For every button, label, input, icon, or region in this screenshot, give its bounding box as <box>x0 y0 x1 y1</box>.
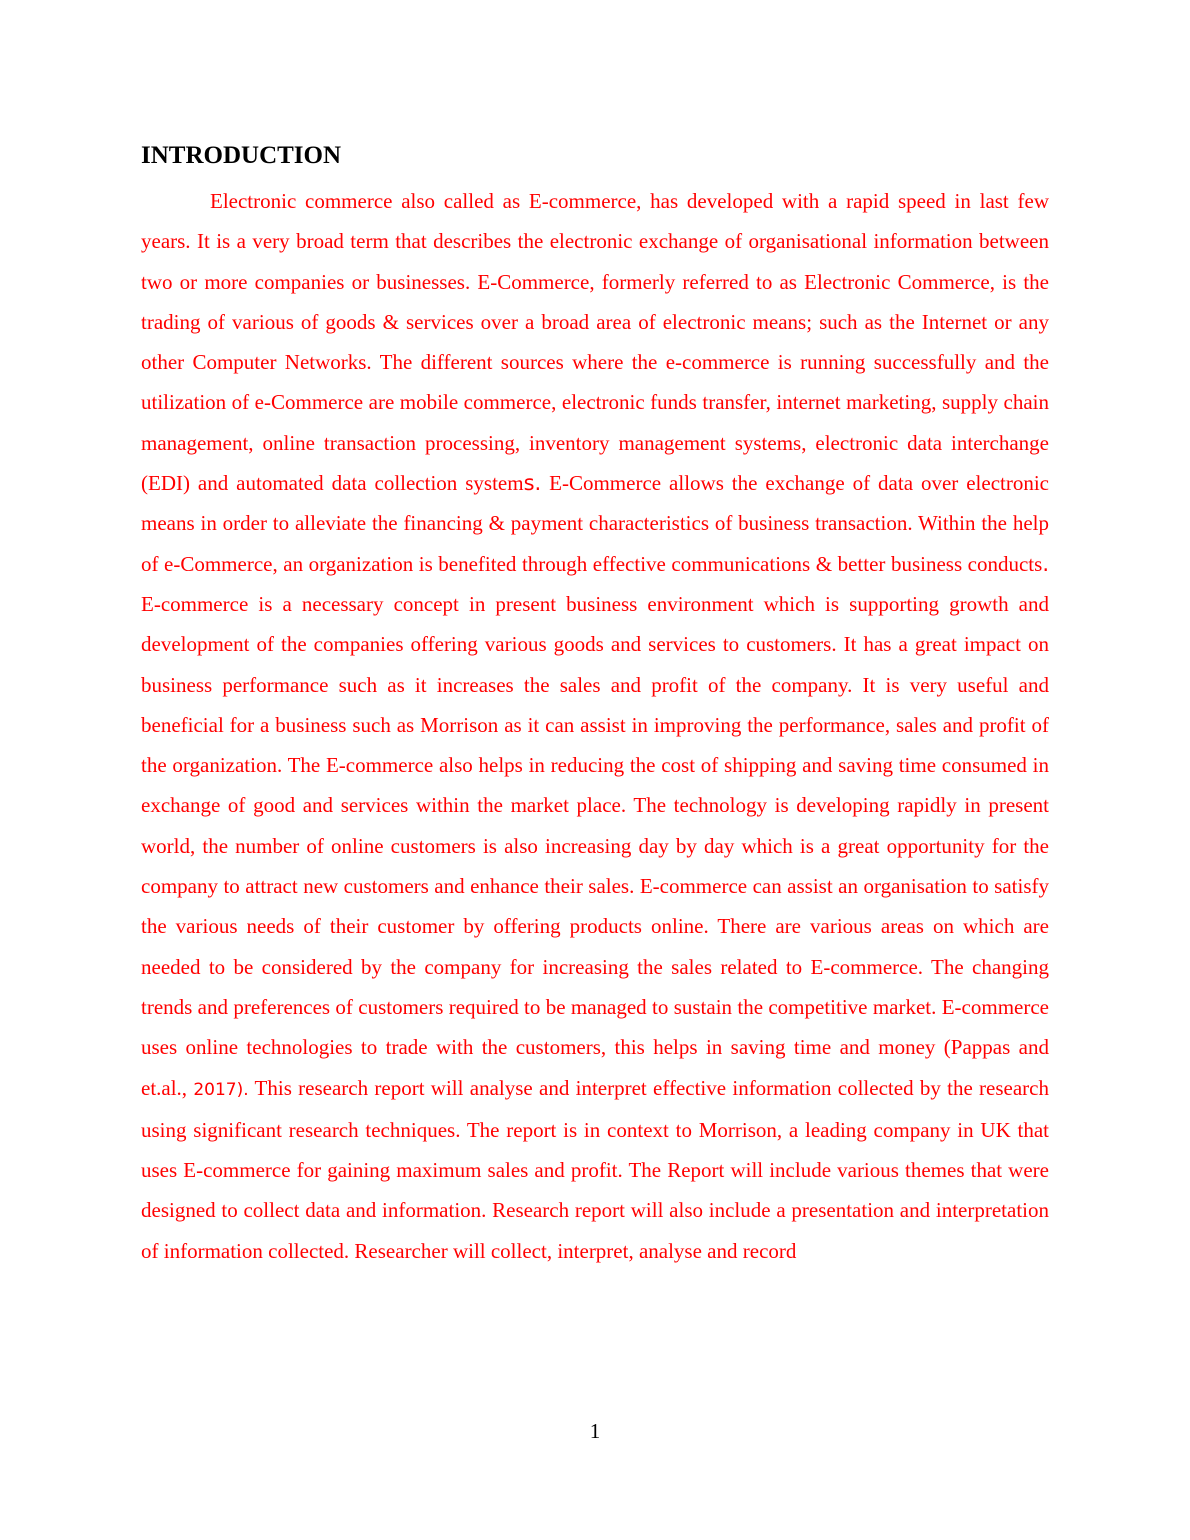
paragraph-text-7: This research report will analyse and interpret effective information collected by the research using significant research techniques. The report is in context to Morrison, a leading company in UK that uses E-commerce for gaining maximum sales and profit. The Report will include various themes that were designed to collect data and information. Research report will also include a presentation and interpretation of information collected. Researcher will collect, interpret, analyse and record <box>141 1075 1050 1263</box>
paragraph-text-2: s. <box>523 471 542 496</box>
paragraph-text-5: E-commerce is a necessary concept in present business environment which is supporting growth and development of the companies offering various goods and services to customers. It has a great impact on business performance such as it increases the sales and profit of the company. It is very useful and beneficial for a business such as Morrison as it can assist in improving the performance, sales and profit of the organization. The E-commerce also helps in reducing the cost of shipping and saving time consumed in exchange of good and services within the market place. The technology is developing rapidly in present world, the number of online customers is also increasing day by day which is a great opportunity for the company to attract new customers and enhance their sales. E-commerce can assist an organisation to satisfy the various needs of their customer by offering products online. There are various areas on which are needed to be considered by the company for increasing the sales related to E-commerce. The changing trends and preferences of customers required to be managed to sustain the competitive market. E-commerce uses online technologies to trade with the customers, this helps in saving time and money (Pappas and et.al., <box>141 591 1049 1100</box>
paragraph-text-3: E-Commerce allows the exchange of data over electronic means in order to alleviate the financing & payment characteristics of business transaction. Within the help of e-Commerce, an organization is benefited through effective communications & better business conducts <box>141 471 1050 576</box>
page-number: 1 <box>589 1419 601 1443</box>
section-heading-introduction: INTRODUCTION <box>141 142 342 169</box>
introduction-paragraph <box>141 181 1049 1271</box>
paragraph-text-1: Electronic commerce also called as E-commerce, has developed with a rapid speed in last few years. It is a very broad term that describes the electronic exchange of organisational information between two or more companies or businesses. E-Commerce, formerly referred to as Electronic Commerce, is the trading of various of goods & services over a broad area of electronic means; such as the Internet or any other Computer Networks. The different sources where the e-commerce is running successfully and the utilization of e-Commerce are mobile commerce, electronic funds transfer, internet marketing, supply chain management, online transaction processing, inventory management systems, electronic data interchange (EDI) and automated data collection system <box>141 189 1049 496</box>
paragraph-text-4: . <box>1042 551 1049 576</box>
citation-year: 2017). <box>193 1079 249 1100</box>
